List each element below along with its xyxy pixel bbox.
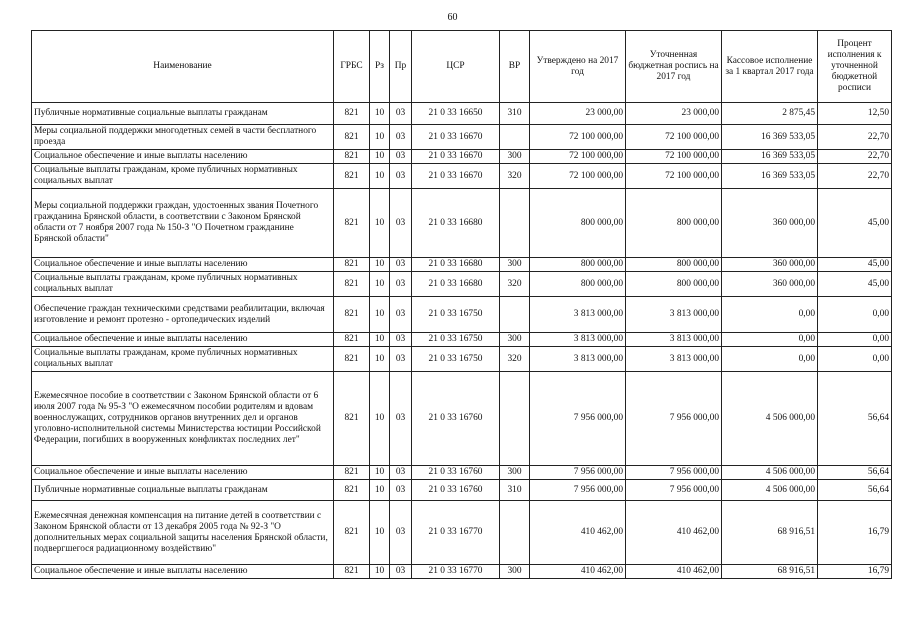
table-row bbox=[32, 272, 892, 297]
cell-name: Ежемесячное пособие в соответствии с Законом Брянской области от 6 июля 2007 года № 95-З "О ежемесячном пособии родителям и вдовам военнослужащих, сотрудников органов внутренних дел и органов уголовно-исполнительной системы Министерства юстиции Российской Федерации, погибших в вооруженных конфликтах последних лет" bbox=[32, 372, 334, 466]
cell-refined: 7 956 000,00 bbox=[626, 480, 722, 501]
cell-rz: 10 bbox=[370, 466, 390, 480]
cell-csr: 21 0 33 16680 bbox=[412, 189, 500, 258]
table-header-row bbox=[32, 31, 892, 103]
cell-csr: 21 0 33 16670 bbox=[412, 125, 500, 150]
cell-percent: 16,79 bbox=[818, 501, 892, 565]
cell-refined: 800 000,00 bbox=[626, 189, 722, 258]
cell-grbs: 821 bbox=[334, 466, 370, 480]
cell-csr: 21 0 33 16750 bbox=[412, 347, 500, 372]
header-cash: Кассовое исполнение за 1 квартал 2017 года bbox=[722, 31, 818, 103]
table-row bbox=[32, 125, 892, 150]
cell-grbs: 821 bbox=[334, 189, 370, 258]
cell-approved: 800 000,00 bbox=[530, 189, 626, 258]
cell-cash: 16 369 533,05 bbox=[722, 125, 818, 150]
cell-rz: 10 bbox=[370, 347, 390, 372]
cell-name: Обеспечение граждан техническими средствами реабилитации, включая изготовление и ремонт протезно - ортопедических изделий bbox=[32, 297, 334, 333]
table-row bbox=[32, 258, 892, 272]
cell-rz: 10 bbox=[370, 150, 390, 164]
cell-percent: 22,70 bbox=[818, 125, 892, 150]
cell-name: Социальное обеспечение и иные выплаты населению bbox=[32, 258, 334, 272]
cell-name: Социальное обеспечение и иные выплаты населению bbox=[32, 565, 334, 579]
cell-vr: 300 bbox=[500, 258, 530, 272]
cell-pr: 03 bbox=[390, 189, 412, 258]
cell-cash: 68 916,51 bbox=[722, 501, 818, 565]
cell-rz: 10 bbox=[370, 501, 390, 565]
cell-percent: 12,50 bbox=[818, 103, 892, 125]
cell-name: Меры социальной поддержки граждан, удостоенных звания Почетного гражданина Брянской области, в соответствии с Законом Брянской области от 7 ноября 2007 года № 150-З "О Почетном гражданине Брянской области" bbox=[32, 189, 334, 258]
cell-rz: 10 bbox=[370, 258, 390, 272]
cell-rz: 10 bbox=[370, 103, 390, 125]
cell-percent: 56,64 bbox=[818, 480, 892, 501]
cell-grbs: 821 bbox=[334, 297, 370, 333]
cell-percent: 45,00 bbox=[818, 189, 892, 258]
cell-refined: 3 813 000,00 bbox=[626, 347, 722, 372]
cell-percent: 45,00 bbox=[818, 272, 892, 297]
cell-approved: 410 462,00 bbox=[530, 501, 626, 565]
cell-csr: 21 0 33 16670 bbox=[412, 150, 500, 164]
cell-refined: 800 000,00 bbox=[626, 258, 722, 272]
cell-grbs: 821 bbox=[334, 150, 370, 164]
cell-cash: 68 916,51 bbox=[722, 565, 818, 579]
cell-approved: 7 956 000,00 bbox=[530, 372, 626, 466]
cell-cash: 360 000,00 bbox=[722, 258, 818, 272]
cell-rz: 10 bbox=[370, 189, 390, 258]
cell-approved: 410 462,00 bbox=[530, 565, 626, 579]
cell-refined: 72 100 000,00 bbox=[626, 125, 722, 150]
page-number: 60 bbox=[447, 12, 458, 23]
cell-vr: 300 bbox=[500, 466, 530, 480]
header-rz: Рз bbox=[370, 31, 390, 103]
cell-refined: 800 000,00 bbox=[626, 272, 722, 297]
budget-table bbox=[31, 30, 892, 579]
cell-refined: 3 813 000,00 bbox=[626, 333, 722, 347]
cell-csr: 21 0 33 16750 bbox=[412, 297, 500, 333]
cell-pr: 03 bbox=[390, 466, 412, 480]
cell-grbs: 821 bbox=[334, 164, 370, 189]
cell-cash: 4 506 000,00 bbox=[722, 372, 818, 466]
cell-approved: 3 813 000,00 bbox=[530, 297, 626, 333]
cell-rz: 10 bbox=[370, 333, 390, 347]
table-row bbox=[32, 189, 892, 258]
cell-grbs: 821 bbox=[334, 333, 370, 347]
cell-pr: 03 bbox=[390, 565, 412, 579]
table-row bbox=[32, 480, 892, 501]
cell-approved: 800 000,00 bbox=[530, 272, 626, 297]
cell-cash: 16 369 533,05 bbox=[722, 164, 818, 189]
header-percent: Процент исполнения к уточненной бюджетной росписи bbox=[818, 31, 892, 103]
cell-cash: 360 000,00 bbox=[722, 272, 818, 297]
cell-csr: 21 0 33 16650 bbox=[412, 103, 500, 125]
cell-name: Социальные выплаты гражданам, кроме публичных нормативных социальных выплат bbox=[32, 164, 334, 189]
cell-vr: 300 bbox=[500, 565, 530, 579]
cell-name: Меры социальной поддержки многодетных семей в части бесплатного проезда bbox=[32, 125, 334, 150]
cell-csr: 21 0 33 16750 bbox=[412, 333, 500, 347]
cell-pr: 03 bbox=[390, 347, 412, 372]
cell-rz: 10 bbox=[370, 480, 390, 501]
cell-refined: 7 956 000,00 bbox=[626, 466, 722, 480]
cell-pr: 03 bbox=[390, 164, 412, 189]
cell-name: Социальное обеспечение и иные выплаты населению bbox=[32, 466, 334, 480]
cell-vr bbox=[500, 297, 530, 333]
cell-cash: 4 506 000,00 bbox=[722, 466, 818, 480]
cell-cash: 16 369 533,05 bbox=[722, 150, 818, 164]
cell-rz: 10 bbox=[370, 565, 390, 579]
cell-approved: 800 000,00 bbox=[530, 258, 626, 272]
cell-approved: 23 000,00 bbox=[530, 103, 626, 125]
cell-approved: 7 956 000,00 bbox=[530, 466, 626, 480]
cell-refined: 23 000,00 bbox=[626, 103, 722, 125]
table-row bbox=[32, 150, 892, 164]
table-row bbox=[32, 565, 892, 579]
cell-pr: 03 bbox=[390, 258, 412, 272]
cell-name: Ежемесячная денежная компенсация на питание детей в соответствии с Законом Брянской области от 13 декабря 2005 года № 92-З "О дополнительных мерах социальной защиты населения Брянской области, подвергшегося радиационному воздействию" bbox=[32, 501, 334, 565]
cell-refined: 72 100 000,00 bbox=[626, 150, 722, 164]
cell-vr: 300 bbox=[500, 150, 530, 164]
cell-name: Социальные выплаты гражданам, кроме публичных нормативных социальных выплат bbox=[32, 347, 334, 372]
cell-vr: 320 bbox=[500, 272, 530, 297]
header-grbs: ГРБС bbox=[334, 31, 370, 103]
cell-name: Публичные нормативные социальные выплаты гражданам bbox=[32, 103, 334, 125]
cell-percent: 45,00 bbox=[818, 258, 892, 272]
cell-grbs: 821 bbox=[334, 480, 370, 501]
cell-vr bbox=[500, 189, 530, 258]
cell-rz: 10 bbox=[370, 164, 390, 189]
cell-grbs: 821 bbox=[334, 501, 370, 565]
cell-percent: 56,64 bbox=[818, 372, 892, 466]
cell-grbs: 821 bbox=[334, 103, 370, 125]
cell-name: Публичные нормативные социальные выплаты гражданам bbox=[32, 480, 334, 501]
cell-percent: 22,70 bbox=[818, 150, 892, 164]
cell-percent: 0,00 bbox=[818, 297, 892, 333]
cell-csr: 21 0 33 16680 bbox=[412, 272, 500, 297]
cell-pr: 03 bbox=[390, 103, 412, 125]
cell-approved: 3 813 000,00 bbox=[530, 347, 626, 372]
header-csr: ЦСР bbox=[412, 31, 500, 103]
cell-grbs: 821 bbox=[334, 372, 370, 466]
cell-refined: 410 462,00 bbox=[626, 565, 722, 579]
cell-cash: 2 875,45 bbox=[722, 103, 818, 125]
cell-name: Социальные выплаты гражданам, кроме публичных нормативных социальных выплат bbox=[32, 272, 334, 297]
table-row bbox=[32, 164, 892, 189]
cell-pr: 03 bbox=[390, 150, 412, 164]
cell-approved: 3 813 000,00 bbox=[530, 333, 626, 347]
cell-vr bbox=[500, 372, 530, 466]
table-row bbox=[32, 372, 892, 466]
cell-rz: 10 bbox=[370, 297, 390, 333]
cell-vr: 320 bbox=[500, 164, 530, 189]
header-vr: ВР bbox=[500, 31, 530, 103]
cell-refined: 7 956 000,00 bbox=[626, 372, 722, 466]
cell-percent: 16,79 bbox=[818, 565, 892, 579]
cell-rz: 10 bbox=[370, 125, 390, 150]
cell-name: Социальное обеспечение и иные выплаты населению bbox=[32, 333, 334, 347]
cell-approved: 72 100 000,00 bbox=[530, 125, 626, 150]
cell-percent: 56,64 bbox=[818, 466, 892, 480]
cell-vr bbox=[500, 125, 530, 150]
table-row bbox=[32, 466, 892, 480]
header-refined: Уточненная бюджетная роспись на 2017 год bbox=[626, 31, 722, 103]
cell-pr: 03 bbox=[390, 125, 412, 150]
cell-csr: 21 0 33 16760 bbox=[412, 466, 500, 480]
cell-approved: 72 100 000,00 bbox=[530, 150, 626, 164]
cell-csr: 21 0 33 16760 bbox=[412, 372, 500, 466]
cell-grbs: 821 bbox=[334, 258, 370, 272]
cell-cash: 0,00 bbox=[722, 333, 818, 347]
cell-cash: 360 000,00 bbox=[722, 189, 818, 258]
table-row bbox=[32, 347, 892, 372]
cell-rz: 10 bbox=[370, 272, 390, 297]
header-name: Наименование bbox=[32, 31, 334, 103]
cell-csr: 21 0 33 16760 bbox=[412, 480, 500, 501]
cell-grbs: 821 bbox=[334, 125, 370, 150]
table-row bbox=[32, 103, 892, 125]
cell-vr: 310 bbox=[500, 480, 530, 501]
cell-grbs: 821 bbox=[334, 272, 370, 297]
cell-cash: 0,00 bbox=[722, 347, 818, 372]
header-pr: Пр bbox=[390, 31, 412, 103]
cell-percent: 22,70 bbox=[818, 164, 892, 189]
cell-csr: 21 0 33 16770 bbox=[412, 501, 500, 565]
cell-vr: 320 bbox=[500, 347, 530, 372]
cell-approved: 72 100 000,00 bbox=[530, 164, 626, 189]
cell-vr bbox=[500, 501, 530, 565]
cell-vr: 310 bbox=[500, 103, 530, 125]
cell-cash: 4 506 000,00 bbox=[722, 480, 818, 501]
cell-rz: 10 bbox=[370, 372, 390, 466]
cell-grbs: 821 bbox=[334, 347, 370, 372]
cell-percent: 0,00 bbox=[818, 347, 892, 372]
cell-grbs: 821 bbox=[334, 565, 370, 579]
cell-csr: 21 0 33 16770 bbox=[412, 565, 500, 579]
cell-pr: 03 bbox=[390, 501, 412, 565]
cell-pr: 03 bbox=[390, 272, 412, 297]
header-approved: Утверждено на 2017 год bbox=[530, 31, 626, 103]
cell-name: Социальное обеспечение и иные выплаты населению bbox=[32, 150, 334, 164]
cell-cash: 0,00 bbox=[722, 297, 818, 333]
cell-pr: 03 bbox=[390, 297, 412, 333]
table-row bbox=[32, 297, 892, 333]
cell-refined: 3 813 000,00 bbox=[626, 297, 722, 333]
cell-pr: 03 bbox=[390, 333, 412, 347]
cell-percent: 0,00 bbox=[818, 333, 892, 347]
cell-csr: 21 0 33 16670 bbox=[412, 164, 500, 189]
cell-pr: 03 bbox=[390, 372, 412, 466]
table-row bbox=[32, 333, 892, 347]
cell-refined: 410 462,00 bbox=[626, 501, 722, 565]
cell-pr: 03 bbox=[390, 480, 412, 501]
cell-refined: 72 100 000,00 bbox=[626, 164, 722, 189]
cell-vr: 300 bbox=[500, 333, 530, 347]
cell-csr: 21 0 33 16680 bbox=[412, 258, 500, 272]
cell-approved: 7 956 000,00 bbox=[530, 480, 626, 501]
table-row bbox=[32, 501, 892, 565]
